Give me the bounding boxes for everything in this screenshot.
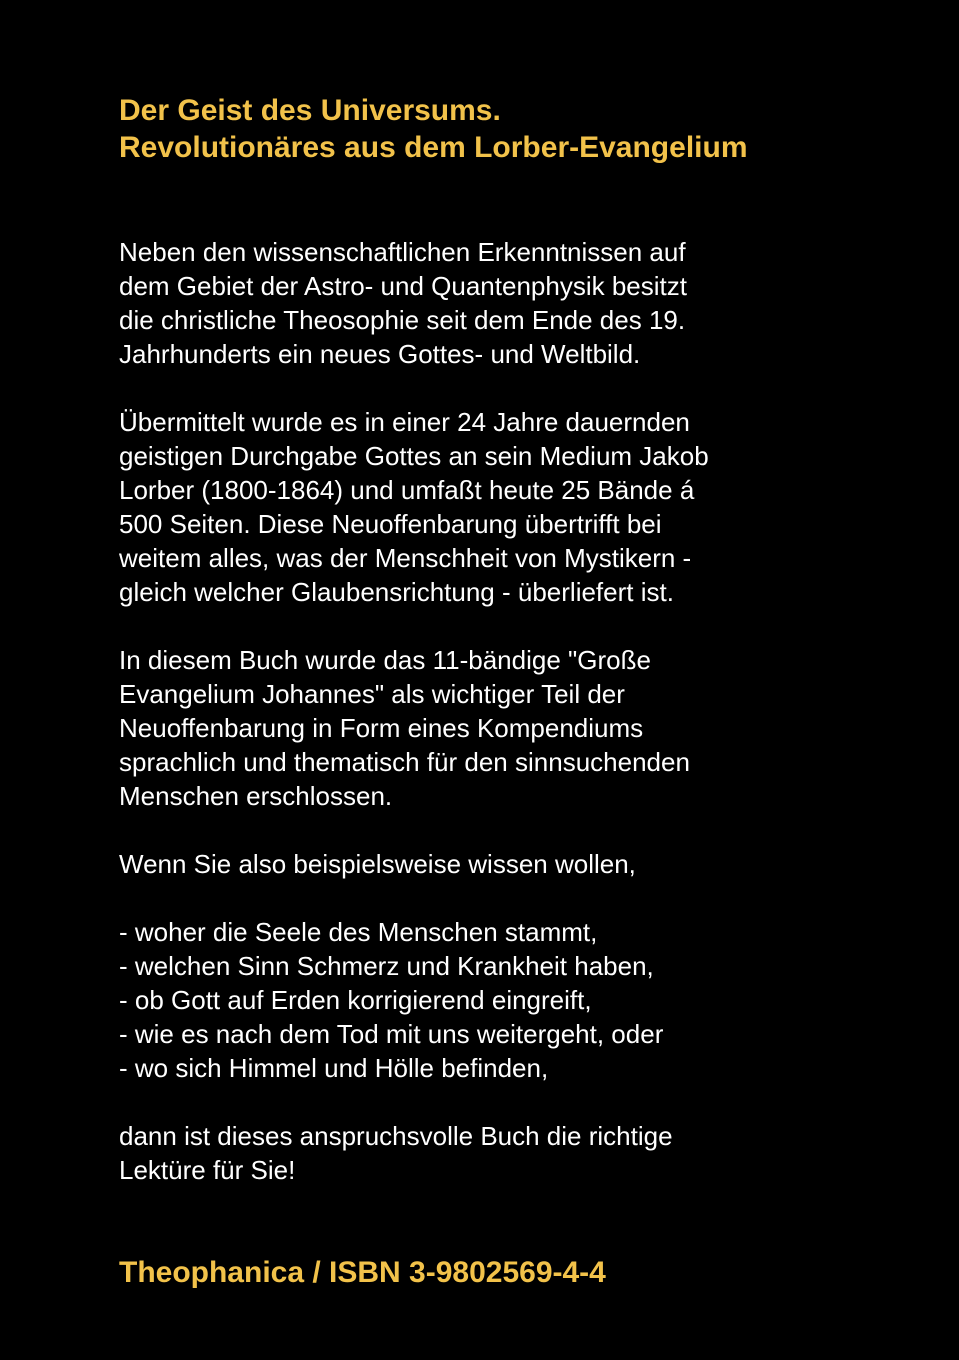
text-line: 500 Seiten. Diese Neuoffenbarung übertrifft bei (119, 509, 662, 539)
list-item: - ob Gott auf Erden korrigierend eingreift, (119, 985, 592, 1015)
text-line: dann ist dieses anspruchsvolle Buch die richtige (119, 1121, 673, 1151)
text-line: Lorber (1800-1864) und umfaßt heute 25 Bände á (119, 475, 695, 505)
text-line: Wenn Sie also beispielsweise wissen wollen, (119, 849, 636, 879)
list-item: - wie es nach dem Tod mit uns weitergeht, oder (119, 1019, 664, 1049)
text-line: Jahrhunderts ein neues Gottes- und Weltbild. (119, 339, 641, 369)
paragraph-book-content (119, 643, 919, 813)
text-line: Neben den wissenschaftlichen Erkenntnissen auf (119, 237, 686, 267)
question-list (119, 915, 919, 1085)
text-line: Menschen erschlossen. (119, 781, 393, 811)
text-line: weitem alles, was der Menschheit von Mystikern - (119, 543, 692, 573)
text-line: geistigen Durchgabe Gottes an sein Medium Jakob (119, 441, 709, 471)
text-line: dem Gebiet der Astro- und Quantenphysik besitzt (119, 271, 687, 301)
text-line: Neuoffenbarung in Form eines Kompendiums (119, 713, 644, 743)
list-item: - welchen Sinn Schmerz und Krankheit haben, (119, 951, 654, 981)
text-line: die christliche Theosophie seit dem Ende des 19. (119, 305, 686, 335)
text-line: Evangelium Johannes" als wichtiger Teil der (119, 679, 625, 709)
paragraph-lead-in (119, 847, 919, 881)
book-title (119, 92, 919, 166)
text-line: Übermittelt wurde es in einer 24 Jahre dauernden (119, 407, 690, 437)
paragraph-closing (119, 1119, 919, 1187)
title-line-2: Revolutionäres aus dem Lorber-Evangelium (119, 131, 748, 164)
paragraph-origin (119, 405, 919, 609)
text-line: sprachlich und thematisch für den sinnsuchenden (119, 747, 690, 777)
text-line: gleich welcher Glaubensrichtung - überliefert ist. (119, 577, 674, 607)
list-item: - woher die Seele des Menschen stammt, (119, 917, 598, 947)
publisher-isbn: Theophanica / ISBN 3-9802569-4-4 (119, 1256, 606, 1289)
blurb-body (119, 235, 919, 1221)
text-line: Lektüre für Sie! (119, 1155, 296, 1185)
text-line: In diesem Buch wurde das 11-bändige "Große (119, 645, 651, 675)
list-item: - wo sich Himmel und Hölle befinden, (119, 1053, 549, 1083)
paragraph-intro (119, 235, 919, 371)
title-line-1: Der Geist des Universums. (119, 94, 501, 127)
